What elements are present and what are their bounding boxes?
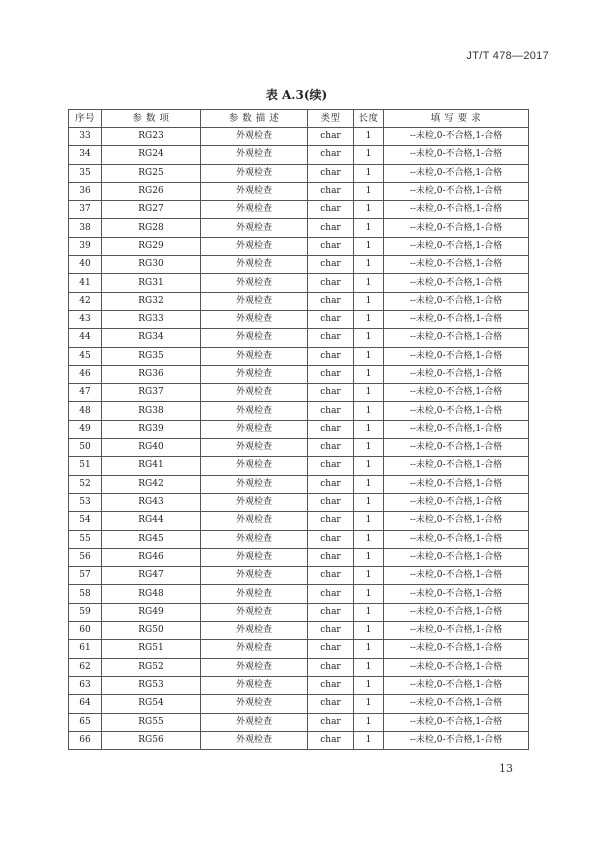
cell-description: 外观检查: [201, 274, 308, 292]
header-row: [69, 110, 529, 128]
cell-parameter: RG32: [102, 292, 201, 310]
cell-description: 外观检查: [201, 439, 308, 457]
cell-parameter: RG49: [102, 603, 201, 621]
table-row: [69, 310, 529, 328]
cell-type: char: [308, 567, 354, 585]
cell-type: char: [308, 713, 354, 731]
cell-index: 41: [69, 274, 102, 292]
cell-length: 1: [354, 402, 384, 420]
cell-index: 61: [69, 640, 102, 658]
table-row: [69, 475, 529, 493]
cell-index: 49: [69, 420, 102, 438]
table-row: [69, 512, 529, 530]
cell-length: 1: [354, 329, 384, 347]
cell-type: char: [308, 164, 354, 182]
cell-parameter: RG24: [102, 146, 201, 164]
cell-type: char: [308, 128, 354, 146]
cell-requirement: --未检,0-不合格,1-合格: [384, 146, 529, 164]
cell-type: char: [308, 384, 354, 402]
cell-index: 38: [69, 219, 102, 237]
table-row: [69, 567, 529, 585]
cell-parameter: RG43: [102, 493, 201, 511]
cell-parameter: RG44: [102, 512, 201, 530]
cell-length: 1: [354, 713, 384, 731]
cell-requirement: --未检,0-不合格,1-合格: [384, 676, 529, 694]
cell-parameter: RG29: [102, 237, 201, 255]
cell-description: 外观检查: [201, 622, 308, 640]
cell-type: char: [308, 365, 354, 383]
cell-parameter: RG52: [102, 658, 201, 676]
cell-parameter: RG23: [102, 128, 201, 146]
cell-index: 58: [69, 585, 102, 603]
cell-requirement: --未检,0-不合格,1-合格: [384, 310, 529, 328]
cell-length: 1: [354, 128, 384, 146]
cell-description: 外观检查: [201, 676, 308, 694]
table-row: [69, 695, 529, 713]
cell-parameter: RG36: [102, 365, 201, 383]
cell-requirement: --未检,0-不合格,1-合格: [384, 292, 529, 310]
cell-description: 外观检查: [201, 164, 308, 182]
parameter-table: [68, 109, 529, 750]
cell-index: 46: [69, 365, 102, 383]
cell-length: 1: [354, 310, 384, 328]
cell-parameter: RG50: [102, 622, 201, 640]
cell-length: 1: [354, 201, 384, 219]
cell-length: 1: [354, 146, 384, 164]
cell-description: 外观检查: [201, 713, 308, 731]
cell-parameter: RG25: [102, 164, 201, 182]
table-title: 表 A.3(续): [265, 88, 328, 102]
table-row: [69, 237, 529, 255]
cell-type: char: [308, 640, 354, 658]
cell-parameter: RG45: [102, 530, 201, 548]
cell-length: 1: [354, 676, 384, 694]
cell-length: 1: [354, 365, 384, 383]
cell-index: 37: [69, 201, 102, 219]
cell-length: 1: [354, 603, 384, 621]
cell-index: 56: [69, 548, 102, 566]
cell-requirement: --未检,0-不合格,1-合格: [384, 567, 529, 585]
cell-parameter: RG42: [102, 475, 201, 493]
cell-description: 外观检查: [201, 640, 308, 658]
column-header-type: 类型: [308, 110, 354, 128]
cell-length: 1: [354, 530, 384, 548]
cell-index: 65: [69, 713, 102, 731]
cell-description: 外观检查: [201, 548, 308, 566]
cell-requirement: --未检,0-不合格,1-合格: [384, 713, 529, 731]
table-body: [69, 128, 529, 750]
cell-type: char: [308, 676, 354, 694]
cell-type: char: [308, 402, 354, 420]
cell-type: char: [308, 731, 354, 749]
cell-index: 51: [69, 457, 102, 475]
cell-length: 1: [354, 457, 384, 475]
cell-description: 外观检查: [201, 658, 308, 676]
cell-description: 外观检查: [201, 420, 308, 438]
cell-description: 外观检查: [201, 347, 308, 365]
cell-index: 34: [69, 146, 102, 164]
cell-parameter: RG35: [102, 347, 201, 365]
cell-type: char: [308, 457, 354, 475]
column-header-index: 序号: [69, 110, 102, 128]
cell-type: char: [308, 658, 354, 676]
cell-parameter: RG47: [102, 567, 201, 585]
table-row: [69, 219, 529, 237]
cell-index: 44: [69, 329, 102, 347]
cell-description: 外观检查: [201, 237, 308, 255]
cell-index: 47: [69, 384, 102, 402]
cell-description: 外观检查: [201, 310, 308, 328]
table-row: [69, 420, 529, 438]
cell-type: char: [308, 603, 354, 621]
cell-type: char: [308, 274, 354, 292]
cell-type: char: [308, 420, 354, 438]
cell-index: 40: [69, 256, 102, 274]
table-row: [69, 164, 529, 182]
table-row: [69, 329, 529, 347]
cell-requirement: --未检,0-不合格,1-合格: [384, 512, 529, 530]
cell-requirement: --未检,0-不合格,1-合格: [384, 347, 529, 365]
cell-parameter: RG26: [102, 182, 201, 200]
cell-requirement: --未检,0-不合格,1-合格: [384, 256, 529, 274]
cell-parameter: RG27: [102, 201, 201, 219]
table-row: [69, 439, 529, 457]
table-header: [69, 110, 529, 128]
table-row: [69, 365, 529, 383]
table-row: [69, 640, 529, 658]
cell-length: 1: [354, 567, 384, 585]
cell-index: 53: [69, 493, 102, 511]
cell-type: char: [308, 329, 354, 347]
cell-description: 外观检查: [201, 201, 308, 219]
cell-parameter: RG41: [102, 457, 201, 475]
cell-length: 1: [354, 384, 384, 402]
column-header-requirement: 填 写 要 求: [384, 110, 529, 128]
cell-length: 1: [354, 512, 384, 530]
cell-requirement: --未检,0-不合格,1-合格: [384, 384, 529, 402]
table-row: [69, 548, 529, 566]
cell-requirement: --未检,0-不合格,1-合格: [384, 329, 529, 347]
cell-description: 外观检查: [201, 457, 308, 475]
cell-index: 66: [69, 731, 102, 749]
table-row: [69, 713, 529, 731]
cell-requirement: --未检,0-不合格,1-合格: [384, 731, 529, 749]
cell-requirement: --未检,0-不合格,1-合格: [384, 530, 529, 548]
cell-description: 外观检查: [201, 530, 308, 548]
cell-parameter: RG48: [102, 585, 201, 603]
table-row: [69, 493, 529, 511]
table-row: [69, 658, 529, 676]
cell-length: 1: [354, 658, 384, 676]
cell-length: 1: [354, 256, 384, 274]
cell-description: 外观检查: [201, 585, 308, 603]
cell-index: 39: [69, 237, 102, 255]
cell-description: 外观检查: [201, 292, 308, 310]
cell-length: 1: [354, 640, 384, 658]
cell-requirement: --未检,0-不合格,1-合格: [384, 365, 529, 383]
cell-parameter: RG37: [102, 384, 201, 402]
cell-description: 外观检查: [201, 329, 308, 347]
cell-description: 外观检查: [201, 493, 308, 511]
cell-parameter: RG34: [102, 329, 201, 347]
cell-type: char: [308, 146, 354, 164]
cell-type: char: [308, 201, 354, 219]
cell-index: 43: [69, 310, 102, 328]
cell-description: 外观检查: [201, 256, 308, 274]
cell-index: 55: [69, 530, 102, 548]
column-header-length: 长度: [354, 110, 384, 128]
cell-requirement: --未检,0-不合格,1-合格: [384, 603, 529, 621]
cell-requirement: --未检,0-不合格,1-合格: [384, 182, 529, 200]
cell-length: 1: [354, 731, 384, 749]
cell-description: 外观检查: [201, 182, 308, 200]
cell-description: 外观检查: [201, 567, 308, 585]
table-row: [69, 402, 529, 420]
table-row: [69, 256, 529, 274]
table-row: [69, 384, 529, 402]
cell-length: 1: [354, 420, 384, 438]
cell-index: 63: [69, 676, 102, 694]
cell-length: 1: [354, 585, 384, 603]
cell-index: 48: [69, 402, 102, 420]
cell-requirement: --未检,0-不合格,1-合格: [384, 548, 529, 566]
cell-index: 52: [69, 475, 102, 493]
cell-description: 外观检查: [201, 146, 308, 164]
cell-length: 1: [354, 274, 384, 292]
cell-parameter: RG38: [102, 402, 201, 420]
cell-length: 1: [354, 292, 384, 310]
page-number: 13: [499, 762, 513, 775]
cell-type: char: [308, 585, 354, 603]
table-row: [69, 128, 529, 146]
cell-type: char: [308, 237, 354, 255]
cell-length: 1: [354, 622, 384, 640]
table-row: [69, 292, 529, 310]
cell-type: char: [308, 182, 354, 200]
cell-description: 外观检查: [201, 384, 308, 402]
column-header-parameter: 参 数 项: [102, 110, 201, 128]
cell-index: 42: [69, 292, 102, 310]
cell-type: char: [308, 512, 354, 530]
cell-index: 33: [69, 128, 102, 146]
table-row: [69, 622, 529, 640]
cell-type: char: [308, 622, 354, 640]
cell-requirement: --未检,0-不合格,1-合格: [384, 420, 529, 438]
cell-description: 外观检查: [201, 128, 308, 146]
cell-type: char: [308, 219, 354, 237]
cell-type: char: [308, 347, 354, 365]
table-row: [69, 676, 529, 694]
cell-parameter: RG30: [102, 256, 201, 274]
cell-type: char: [308, 292, 354, 310]
cell-description: 外观检查: [201, 731, 308, 749]
cell-parameter: RG31: [102, 274, 201, 292]
cell-parameter: RG46: [102, 548, 201, 566]
cell-index: 64: [69, 695, 102, 713]
cell-type: char: [308, 475, 354, 493]
cell-length: 1: [354, 182, 384, 200]
cell-parameter: RG56: [102, 731, 201, 749]
standard-code: JT/T 478—2017: [466, 50, 549, 62]
cell-parameter: RG40: [102, 439, 201, 457]
cell-type: char: [308, 256, 354, 274]
cell-parameter: RG39: [102, 420, 201, 438]
cell-requirement: --未检,0-不合格,1-合格: [384, 457, 529, 475]
cell-index: 45: [69, 347, 102, 365]
cell-index: 57: [69, 567, 102, 585]
cell-length: 1: [354, 164, 384, 182]
cell-index: 35: [69, 164, 102, 182]
table-row: [69, 201, 529, 219]
cell-index: 59: [69, 603, 102, 621]
cell-requirement: --未检,0-不合格,1-合格: [384, 475, 529, 493]
table-row: [69, 274, 529, 292]
cell-description: 外观检查: [201, 402, 308, 420]
cell-length: 1: [354, 493, 384, 511]
table-row: [69, 457, 529, 475]
cell-length: 1: [354, 237, 384, 255]
table-row: [69, 731, 529, 749]
cell-parameter: RG28: [102, 219, 201, 237]
table-row: [69, 585, 529, 603]
cell-requirement: --未检,0-不合格,1-合格: [384, 237, 529, 255]
cell-requirement: --未检,0-不合格,1-合格: [384, 585, 529, 603]
cell-type: char: [308, 548, 354, 566]
table-row: [69, 530, 529, 548]
cell-description: 外观检查: [201, 475, 308, 493]
column-header-description: 参 数 描 述: [201, 110, 308, 128]
cell-requirement: --未检,0-不合格,1-合格: [384, 439, 529, 457]
table-row: [69, 182, 529, 200]
cell-description: 外观检查: [201, 512, 308, 530]
cell-requirement: --未检,0-不合格,1-合格: [384, 640, 529, 658]
cell-type: char: [308, 530, 354, 548]
table-row: [69, 603, 529, 621]
cell-index: 50: [69, 439, 102, 457]
cell-requirement: --未检,0-不合格,1-合格: [384, 658, 529, 676]
cell-requirement: --未检,0-不合格,1-合格: [384, 164, 529, 182]
cell-requirement: --未检,0-不合格,1-合格: [384, 695, 529, 713]
cell-parameter: RG51: [102, 640, 201, 658]
cell-requirement: --未检,0-不合格,1-合格: [384, 201, 529, 219]
cell-requirement: --未检,0-不合格,1-合格: [384, 622, 529, 640]
cell-requirement: --未检,0-不合格,1-合格: [384, 493, 529, 511]
cell-parameter: RG33: [102, 310, 201, 328]
cell-index: 54: [69, 512, 102, 530]
cell-parameter: RG54: [102, 695, 201, 713]
cell-parameter: RG53: [102, 676, 201, 694]
cell-length: 1: [354, 548, 384, 566]
cell-requirement: --未检,0-不合格,1-合格: [384, 274, 529, 292]
cell-parameter: RG55: [102, 713, 201, 731]
cell-length: 1: [354, 219, 384, 237]
cell-requirement: --未检,0-不合格,1-合格: [384, 128, 529, 146]
cell-index: 60: [69, 622, 102, 640]
cell-description: 外观检查: [201, 603, 308, 621]
cell-length: 1: [354, 347, 384, 365]
cell-description: 外观检查: [201, 219, 308, 237]
cell-type: char: [308, 695, 354, 713]
table-row: [69, 146, 529, 164]
cell-type: char: [308, 310, 354, 328]
cell-index: 36: [69, 182, 102, 200]
cell-length: 1: [354, 695, 384, 713]
cell-index: 62: [69, 658, 102, 676]
table-row: [69, 347, 529, 365]
cell-type: char: [308, 493, 354, 511]
cell-description: 外观检查: [201, 365, 308, 383]
cell-type: char: [308, 439, 354, 457]
cell-length: 1: [354, 439, 384, 457]
cell-requirement: --未检,0-不合格,1-合格: [384, 219, 529, 237]
cell-requirement: --未检,0-不合格,1-合格: [384, 402, 529, 420]
cell-description: 外观检查: [201, 695, 308, 713]
cell-length: 1: [354, 475, 384, 493]
